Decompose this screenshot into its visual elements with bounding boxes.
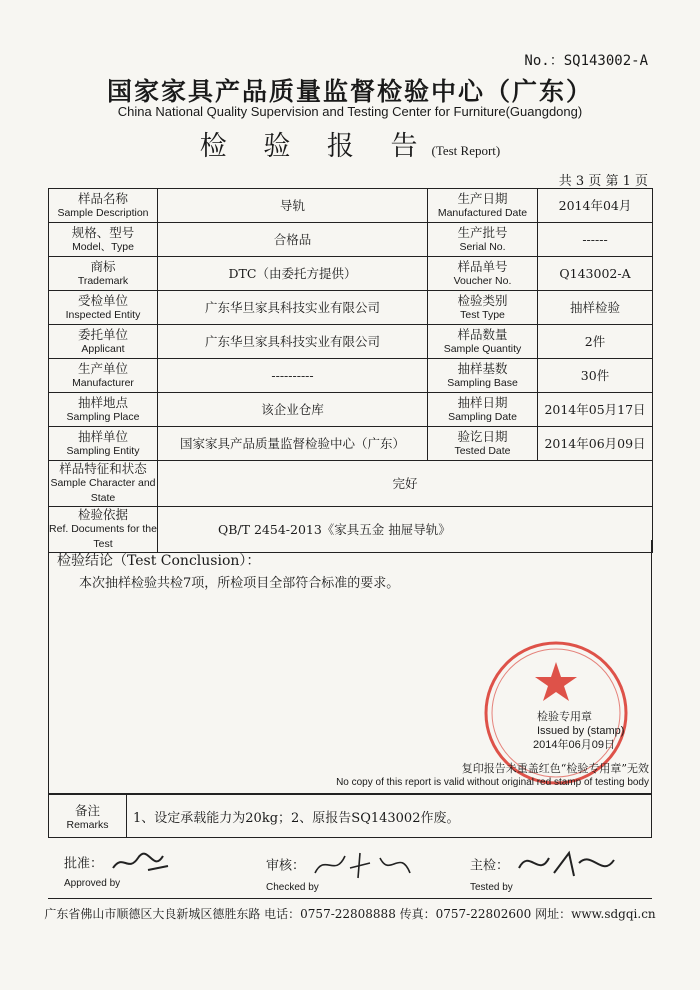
conclusion-box xyxy=(48,540,652,794)
field-label xyxy=(49,325,158,359)
field-label-cn: 样品单号 xyxy=(457,258,508,274)
field-value: 广东华旦家具科技实业有限公司 xyxy=(158,325,428,359)
info-row xyxy=(49,325,653,359)
character-label-en: Sample Character and State xyxy=(50,477,156,504)
info-row xyxy=(49,189,653,223)
field-label-cn: 商标 xyxy=(90,258,116,274)
checker-signature xyxy=(310,848,420,882)
field-label-cn: 生产单位 xyxy=(77,360,128,376)
remarks-label-cn: 备注 xyxy=(74,803,100,818)
page-indicator: 共 3 页 第 1 页 xyxy=(558,174,648,189)
field-label-cn: 受检单位 xyxy=(77,292,128,308)
field-value: ------ xyxy=(538,223,653,257)
field-label-cn: 委托单位 xyxy=(77,326,128,342)
field-label xyxy=(49,257,158,291)
field-label-cn: 样品数量 xyxy=(457,326,508,342)
field-label xyxy=(428,393,538,427)
remarks-value: 1、设定承载能力为20kg；2、原报告SQ143002作废。 xyxy=(127,795,652,838)
tester-signature xyxy=(514,848,624,882)
report-number: No.：SQ143002-A xyxy=(524,53,648,69)
info-row xyxy=(49,359,653,393)
copy-notice xyxy=(49,762,649,790)
field-label-cn: 抽样基数 xyxy=(457,360,508,376)
approver-signature xyxy=(108,848,178,878)
field-label-cn: 规格、型号 xyxy=(71,224,135,240)
character-value: 完好 xyxy=(158,461,653,507)
field-value: 30件 xyxy=(538,359,653,393)
field-label-en: Sample Quantity xyxy=(443,342,522,355)
field-label-cn: 抽样单位 xyxy=(77,428,128,444)
field-label-cn: 检验类别 xyxy=(457,292,508,308)
field-label-en: Tested Date xyxy=(454,444,511,457)
remarks-label xyxy=(49,795,127,838)
field-value: ---------- xyxy=(158,359,428,393)
field-label-en: Sampling Base xyxy=(447,376,518,389)
refdocs-label-cn: 检验依据 xyxy=(77,507,128,522)
field-label xyxy=(428,427,538,461)
organization-name-en: China National Quality Supervision and Testing Center for Furniture(Guangdong) xyxy=(117,104,583,119)
field-label xyxy=(428,257,538,291)
field-label xyxy=(49,427,158,461)
field-label-en: Serial No. xyxy=(459,240,506,253)
field-value: 导轨 xyxy=(158,189,428,223)
checked-label-cn: 审核： xyxy=(266,858,306,874)
refdocs-value: QB/T 2454-2013《家具五金 抽屉导轨》 xyxy=(158,507,653,553)
field-label-cn: 生产日期 xyxy=(457,190,508,206)
report-title xyxy=(0,124,700,163)
approved-label-en: Approved by xyxy=(64,878,121,889)
field-label-en: Test Type xyxy=(460,308,505,321)
info-row xyxy=(49,393,653,427)
report-title-cn: 检 验 报 告 xyxy=(199,131,432,162)
refdocs-label-en: Ref. Documents for the Test xyxy=(49,523,157,550)
stamp-text xyxy=(481,710,700,752)
tested-by xyxy=(470,848,624,893)
checked-label-en: Checked by xyxy=(266,882,319,893)
field-label-en: Sampling Date xyxy=(448,410,517,423)
field-label-en: Model、Type xyxy=(72,240,134,253)
field-label-en: Sampling Entity xyxy=(66,444,140,457)
stamp-label-en: Issued by (stamp) xyxy=(537,725,625,737)
field-label xyxy=(49,393,158,427)
field-label xyxy=(428,359,538,393)
field-value: Q143002-A xyxy=(538,257,653,291)
field-label-cn: 生产批号 xyxy=(457,224,508,240)
field-value: DTC（由委托方提供） xyxy=(158,257,428,291)
field-label-en: Manufacturer xyxy=(72,376,134,389)
copy-notice-en: No copy of this report is valid without original red stamp of testing body xyxy=(336,777,649,788)
field-value: 国家家具产品质量监督检验中心（广东） xyxy=(158,427,428,461)
remarks-table xyxy=(48,794,652,838)
stamp-date: 2014年06月09日 xyxy=(533,739,615,751)
field-label-en: Sampling Place xyxy=(66,410,140,423)
field-label-en: Trademark xyxy=(77,274,129,287)
field-label-en: Applicant xyxy=(81,342,125,355)
field-label-cn: 抽样日期 xyxy=(457,394,508,410)
field-label xyxy=(49,223,158,257)
field-label xyxy=(49,291,158,325)
conclusion-text: 本次抽样检验共检7项，所检项目全部符合标准的要求。 xyxy=(79,576,400,591)
report-title-en: (Test Report) xyxy=(431,143,501,158)
approved-by xyxy=(64,848,178,889)
field-value: 合格品 xyxy=(158,223,428,257)
field-label xyxy=(49,189,158,223)
field-value: 广东华旦家具科技实业有限公司 xyxy=(158,291,428,325)
footer-address: 广东省佛山市顺德区大良新城区德胜东路 电话：0757-22808888 传真：0757-22802600 网址：www.sdgqi.cn xyxy=(44,907,656,921)
field-label xyxy=(428,189,538,223)
character-label-cn: 样品特征和状态 xyxy=(59,461,147,476)
tested-label-en: Tested by xyxy=(470,882,513,893)
field-label xyxy=(49,359,158,393)
tested-label-cn: 主检： xyxy=(470,858,510,874)
field-label-en: Manufactured Date xyxy=(437,206,528,219)
checked-by xyxy=(266,848,420,893)
field-value: 2014年04月 xyxy=(538,189,653,223)
field-value: 2014年05月17日 xyxy=(538,393,653,427)
conclusion-title: 检验结论（Test Conclusion）： xyxy=(57,553,261,569)
info-row xyxy=(49,291,653,325)
remarks-label-en: Remarks xyxy=(66,819,109,831)
field-label xyxy=(428,325,538,359)
field-label-cn: 样品名称 xyxy=(77,190,128,206)
stamp-label-cn: 检验专用章 xyxy=(537,711,592,723)
field-value: 抽样检验 xyxy=(538,291,653,325)
copy-notice-cn: 复印报告未重盖红色“检验专用章”无效 xyxy=(461,762,649,775)
field-label xyxy=(428,291,538,325)
field-label-cn: 验讫日期 xyxy=(457,428,508,444)
field-label-en: Voucher No. xyxy=(453,274,512,287)
field-label-en: Sample Description xyxy=(57,206,149,219)
info-row xyxy=(49,223,653,257)
field-label xyxy=(428,223,538,257)
approved-label-cn: 批准： xyxy=(64,856,104,872)
field-label-en: Inspected Entity xyxy=(65,308,141,321)
field-value: 2014年06月09日 xyxy=(538,427,653,461)
info-table xyxy=(48,188,653,553)
footer-divider xyxy=(48,898,652,899)
organization-name-cn: 国家家具产品质量监督检验中心（广东） xyxy=(106,77,593,106)
character-label xyxy=(49,461,158,507)
info-row xyxy=(49,427,653,461)
field-value: 2件 xyxy=(538,325,653,359)
info-row xyxy=(49,257,653,291)
field-value: 该企业仓库 xyxy=(158,393,428,427)
field-label-cn: 抽样地点 xyxy=(77,394,128,410)
